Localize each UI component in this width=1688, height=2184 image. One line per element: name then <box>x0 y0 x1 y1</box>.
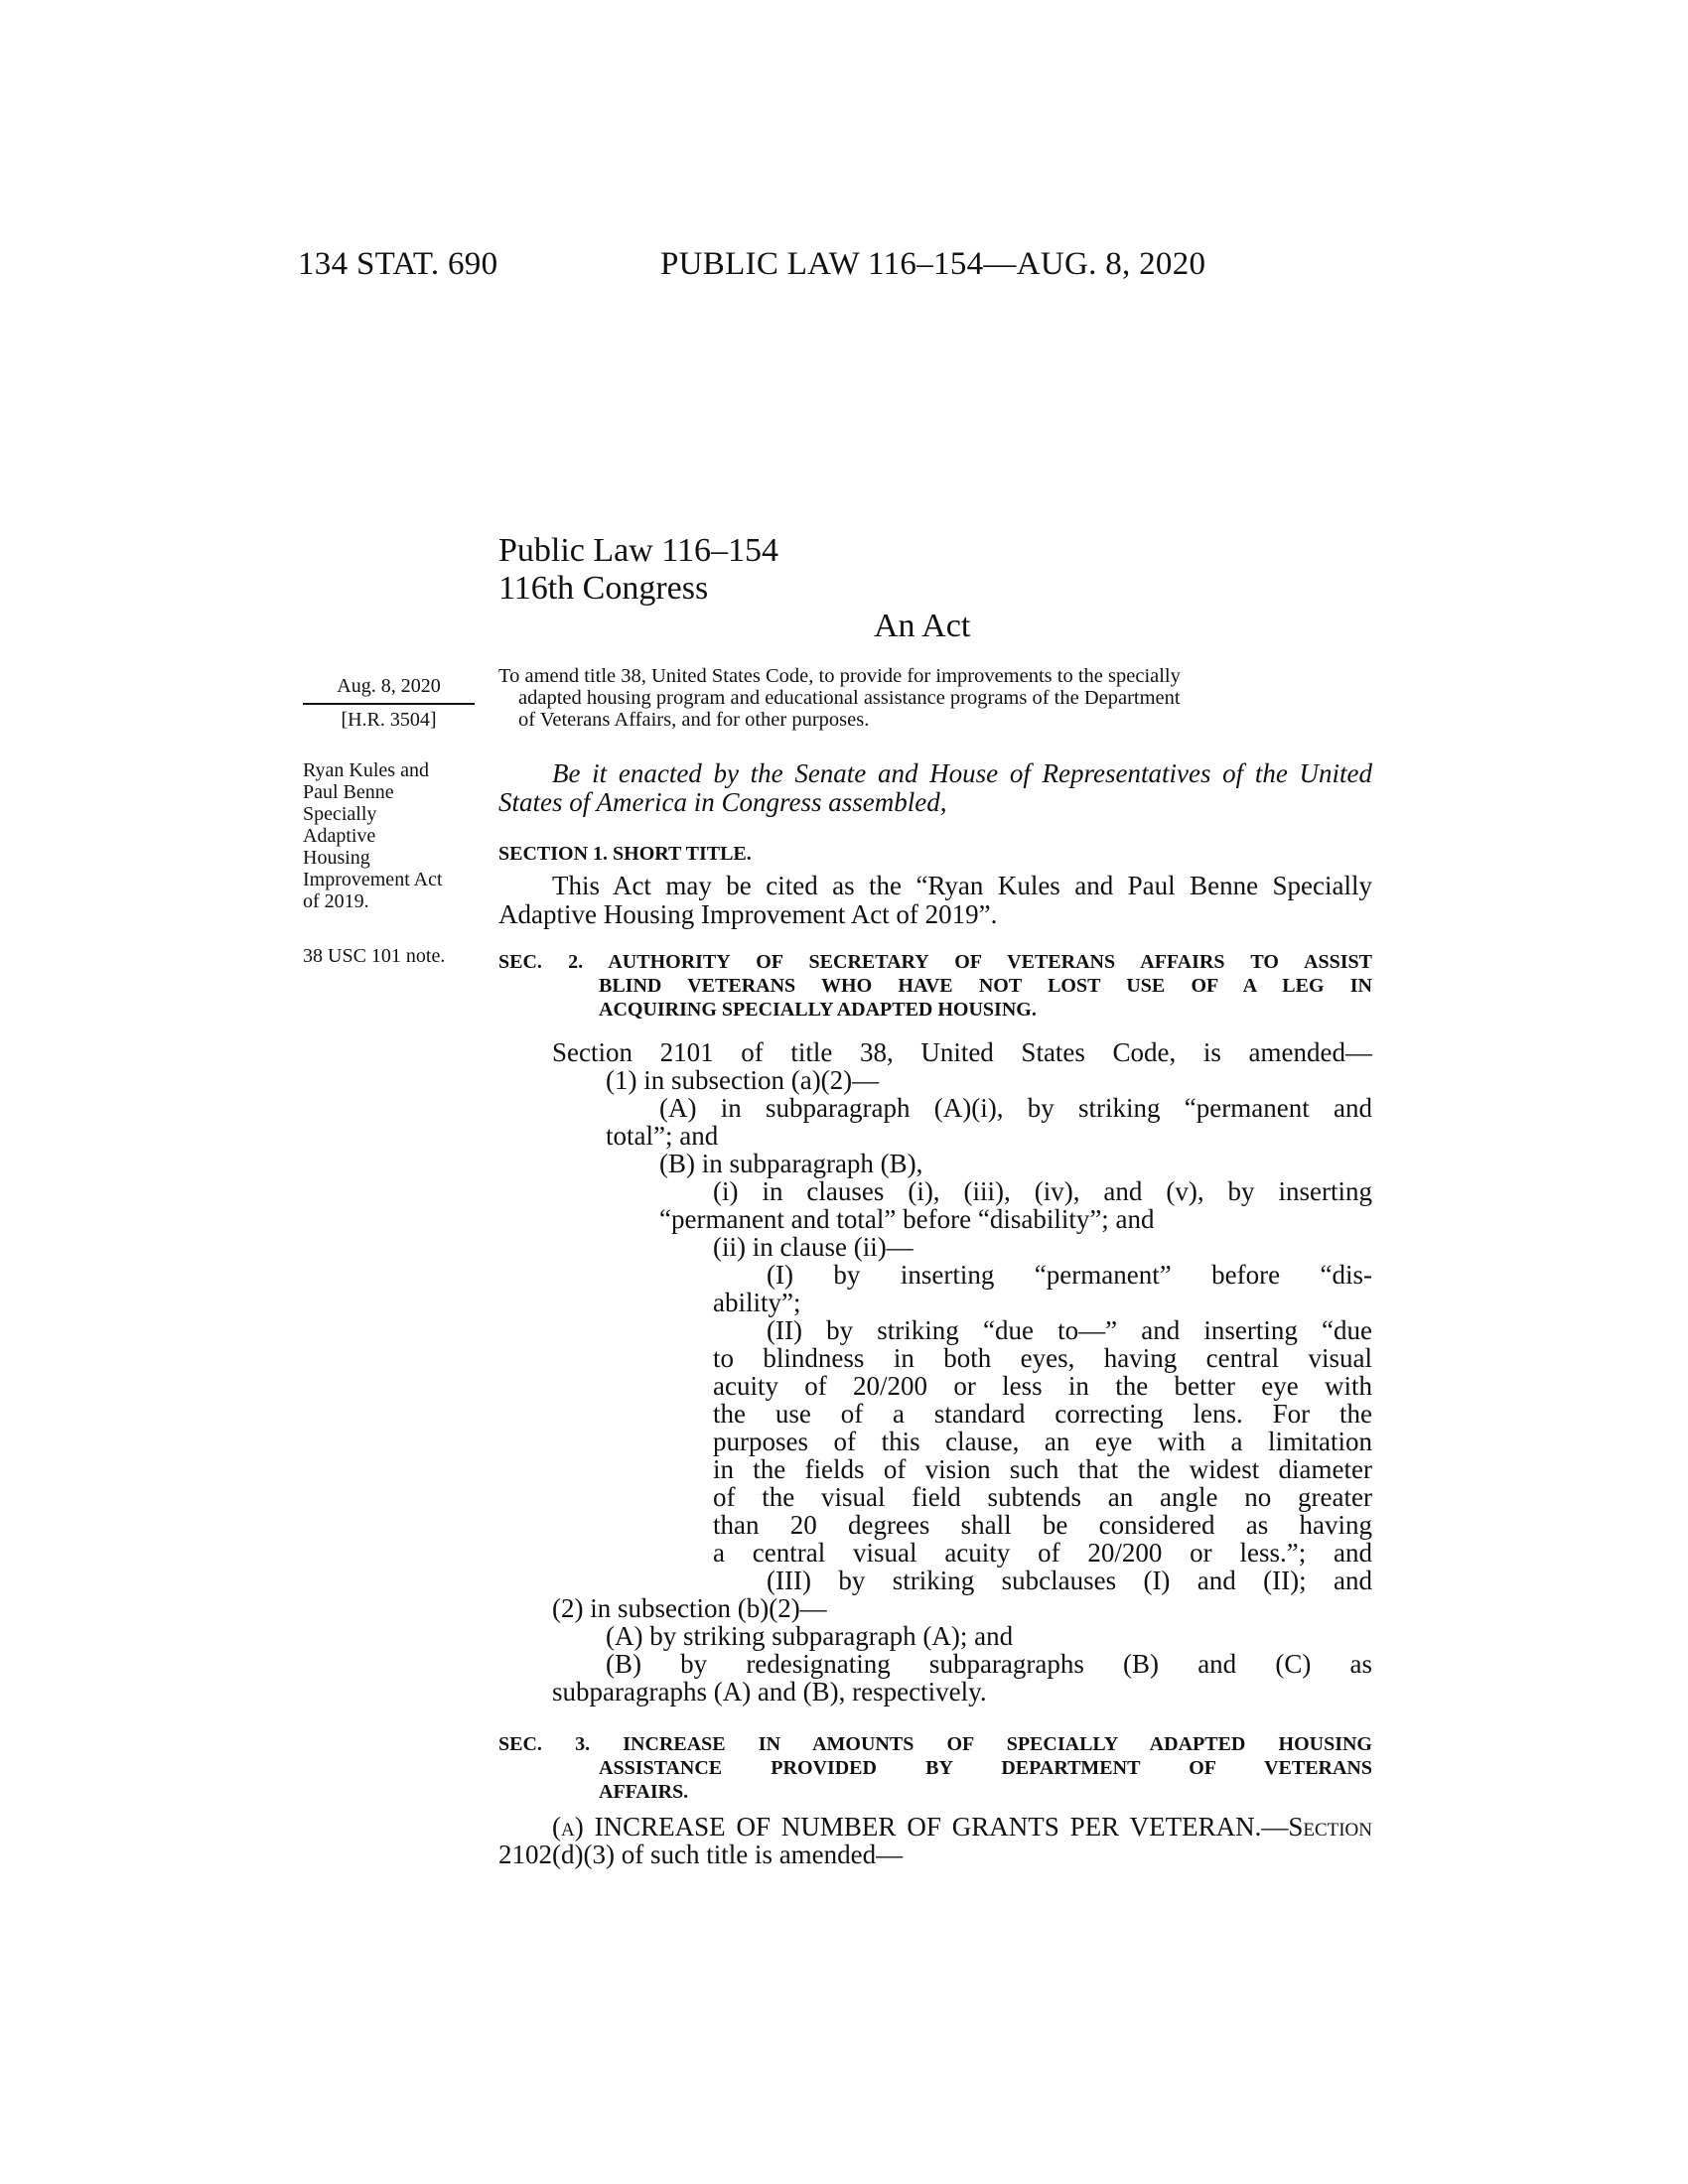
text-line: (I) by inserting “permanent” before “dis- <box>767 1260 1372 1290</box>
heading-line: BLIND VETERANS WHO HAVE NOT LOST USE OF A LEG IN <box>599 975 1372 997</box>
heading-line: AFFAIRS. <box>599 1781 689 1803</box>
text-line: (A) by striking subparagraph (A); and <box>606 1621 1014 1651</box>
date-divider <box>303 703 475 705</box>
section-3-body <box>498 1813 1372 1868</box>
purpose-line: To amend title 38, United States Code, to provide for improvements to the specially <box>498 665 1181 687</box>
usc-side-note: 38 USC 101 note. <box>303 945 446 967</box>
section-1-text: This Act may be cited as the “Ryan Kules and Paul Benne Specially Adaptive Housing Improvement Act of 2019”. <box>498 871 1372 929</box>
running-title: PUBLIC LAW 116–154—AUG. 8, 2020 <box>660 246 1206 282</box>
side-note-line: of 2019. <box>303 890 369 912</box>
heading-line: SEC. 3. INCREASE IN AMOUNTS OF SPECIALLY ADAPTED HOUSING <box>498 1733 1372 1755</box>
an-act-heading: An Act <box>874 608 971 644</box>
purpose-line: adapted housing program and educational assistance programs of the Department <box>518 687 1181 709</box>
text-line: in the fields of vision such that the widest diameter <box>713 1454 1372 1484</box>
enacting-clause: Be it enacted by the Senate and House of Representatives of the United States of America in Congress assembled, <box>498 758 1372 817</box>
section-2-heading <box>498 950 1372 1022</box>
text-line: (ii) in clause (ii)— <box>713 1232 914 1262</box>
purpose-statement <box>498 665 1372 731</box>
purpose-line: of Veterans Affairs, and for other purposes. <box>518 709 870 731</box>
text-line: acuity of 20/200 or less in the better eye with <box>713 1371 1372 1401</box>
side-note-line: Ryan Kules and <box>303 759 429 781</box>
side-note-line: Paul Benne <box>303 781 394 803</box>
text-line: total”; and <box>606 1121 719 1151</box>
text-line: (A) in subparagraph (A)(i), by striking “permanent and <box>659 1093 1372 1123</box>
text-line: “permanent and total” before “disability”; and <box>659 1204 1155 1234</box>
text-line: 2102(d)(3) of such title is amended— <box>498 1840 904 1869</box>
side-note-line: Specially <box>303 803 377 825</box>
text-line: of the visual field subtends an angle no greater <box>713 1482 1372 1512</box>
text-line: (B) in subparagraph (B), <box>659 1149 923 1178</box>
heading-line: ACQUIRING SPECIALLY ADAPTED HOUSING. <box>599 999 1037 1021</box>
congress: 116th Congress <box>498 570 709 607</box>
side-note-line: Housing <box>303 847 370 869</box>
side-note-line: Adaptive <box>303 825 376 847</box>
heading-line: ASSISTANCE PROVIDED BY DEPARTMENT OF VETERANS <box>599 1757 1372 1779</box>
text-line: ability”; <box>713 1288 801 1317</box>
text-line: to blindness in both eyes, having central visual <box>713 1343 1372 1373</box>
side-note-line: Improvement Act <box>303 869 443 890</box>
text-line: the use of a standard correcting lens. For the <box>713 1399 1372 1429</box>
stat-page-number: 134 STAT. 690 <box>298 246 498 282</box>
text-line: (2) in subsection (b)(2)— <box>552 1593 827 1623</box>
section-1-heading: SECTION 1. SHORT TITLE. <box>498 843 752 865</box>
enactment-date-note: Aug. 8, 2020 <box>337 675 441 697</box>
text-line: purposes of this clause, an eye with a limitation <box>713 1427 1372 1456</box>
text-line: (1) in subsection (a)(2)— <box>606 1065 880 1095</box>
heading-line: SEC. 2. AUTHORITY OF SECRETARY OF VETERANS AFFAIRS TO ASSIST <box>498 951 1372 973</box>
text-line: (II) by striking “due to—” and inserting “due <box>767 1315 1372 1345</box>
text-line: (i) in clauses (i), (iii), (iv), and (v), by inserting <box>713 1176 1372 1206</box>
short-title-side-note <box>303 759 487 912</box>
text-line: than 20 degrees shall be considered as having <box>713 1510 1372 1540</box>
section-3-heading <box>498 1732 1372 1804</box>
text-line: (a) INCREASE OF NUMBER OF GRANTS PER VETERAN.—Section <box>552 1812 1372 1842</box>
section-2-body <box>498 1038 1372 1706</box>
text-line: (B) by redesignating subparagraphs (B) and (C) as <box>606 1649 1372 1679</box>
text-line: subparagraphs (A) and (B), respectively. <box>552 1677 987 1706</box>
bill-number-note: [H.R. 3504] <box>341 709 437 731</box>
text-line: (III) by striking subclauses (I) and (II); and <box>767 1566 1372 1595</box>
text-line: a central visual acuity of 20/200 or less.”; and <box>713 1538 1372 1568</box>
text-line: Section 2101 of title 38, United States Code, is amended— <box>552 1037 1372 1067</box>
law-number: Public Law 116–154 <box>498 532 779 569</box>
